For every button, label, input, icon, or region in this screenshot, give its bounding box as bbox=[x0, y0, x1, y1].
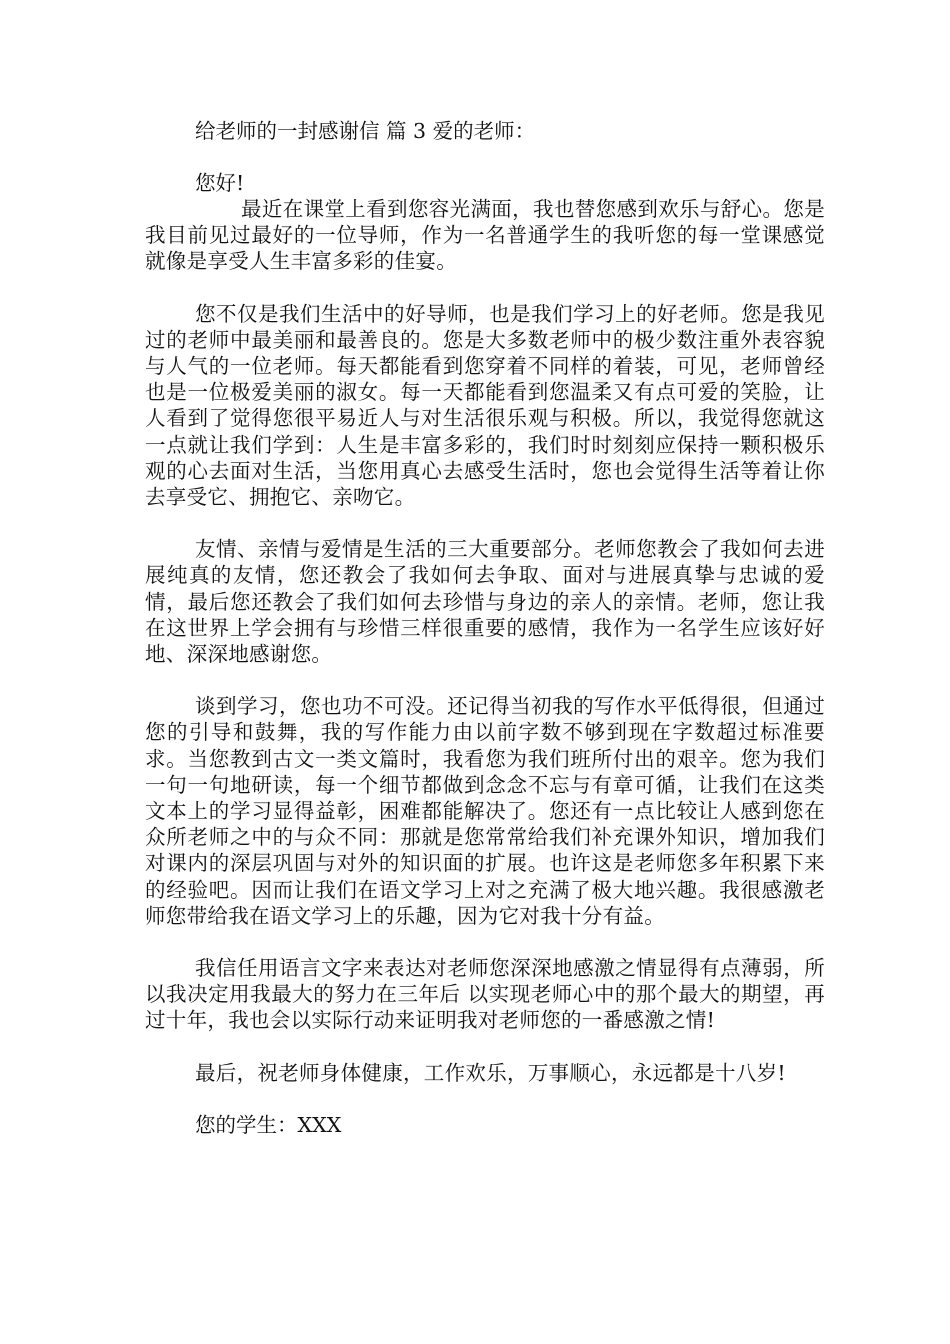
paragraph-1: 最近在课堂上看到您容光满面，我也替您感到欢乐与舒心。您是我目前见过最好的一位导师，作为一名普通学生的我听您的每一堂课感觉就像是享受人生丰富多彩的佳宴。 bbox=[145, 197, 825, 274]
paragraph-4: 谈到学习，您也功不可没。还记得当初我的写作水平低得很，但通过您的引导和鼓舞，我的写作能力由以前字数不够到现在字数超过标准要求。当您教到古文一类文篇时，我看您为我们班所付出的艰辛。您为我们一句一句地研读，每一个细节都做到念念不忘与有章可循，让我们在这类文本上的学习显得益彰，困难都能解决了。您还有一点比较让人感到您在众所老师之中的与众不同：那就是您常常给我们补充课外知识，增加我们对课内的深层巩固与对外的知识面的扩展。也许这是老师您多年积累下来的经验吧。因而让我们在语文学习上对之充满了极大地兴趣。我很感激老师您带给我在语文学习上的乐趣，因为它对我十分有益。 bbox=[145, 694, 825, 928]
greeting: 您好! bbox=[195, 171, 245, 195]
letter-title: 给老师的一封感谢信 篇 3 爱的老师： bbox=[195, 119, 536, 143]
letter-page bbox=[145, 118, 825, 1138]
paragraph-5: 我信任用语言文字来表达对老师您深深地感激之情显得有点薄弱，所以我决定用我最大的努力在三年后 以实现老师心中的那个最大的期望，再过十年，我也会以实际行动来证明我对老师您的一番感激之情! bbox=[145, 956, 825, 1033]
paragraph-3: 友情、亲情与爱情是生活的三大重要部分。老师您教会了我如何去进展纯真的友情，您还教会了我如何去争取、面对与进展真挚与忠诚的爱情，最后您还教会了我们如何去珍惜与身边的亲人的亲情。老师，您让我在这世界上学会拥有与珍惜三样很重要的感情，我作为一名学生应该好好地、深深地感谢您。 bbox=[145, 537, 825, 667]
paragraph-2: 您不仅是我们生活中的好导师，也是我们学习上的好老师。您是我见过的老师中最美丽和最善良的。您是大多数老师中的极少数注重外表容貌与人气的一位老师。每天都能看到您穿着不同样的着装，可见，老师曾经也是一位极爱美丽的淑女。每一天都能看到您温柔又有点可爱的笑脸，让人看到了觉得您很平易近人与对生活很乐观与积极。所以，我觉得您就这一点就让我们学到：人生是丰富多彩的，我们时时刻刻应保持一颗积极乐观的心去面对生活，当您用真心去感受生活时，您也会觉得生活等着让你去享受它、拥抱它、亲吻它。 bbox=[145, 301, 825, 510]
paragraph-6: 最后，祝老师身体健康，工作欢乐，万事顺心，永远都是十八岁! bbox=[195, 1060, 786, 1085]
signature: 您的学生：XXX bbox=[195, 1112, 342, 1137]
